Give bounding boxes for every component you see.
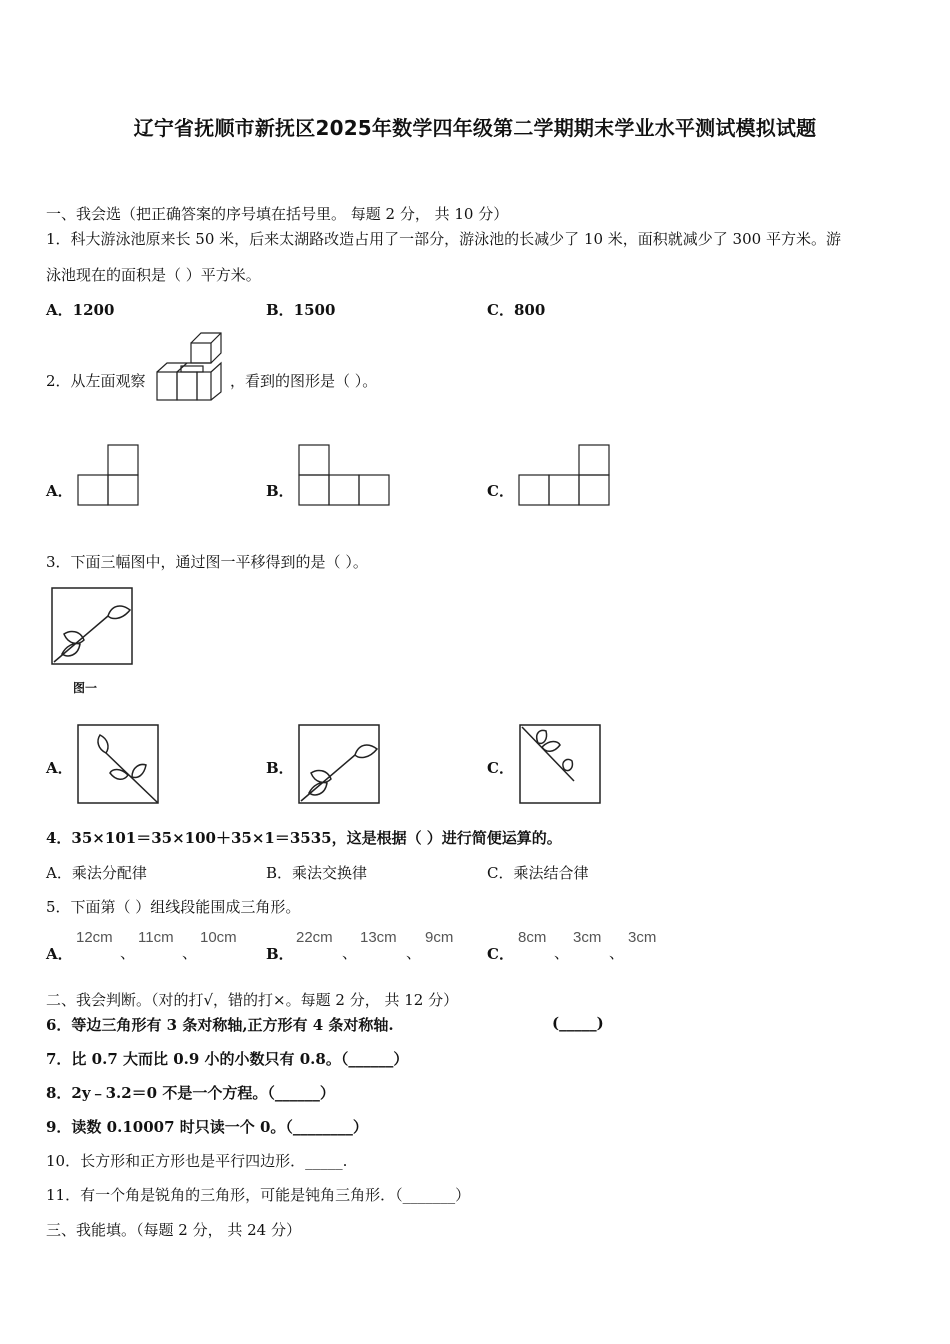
q4-option-b: B．乘法交换律	[266, 864, 368, 882]
q5-option-a-label: A．	[46, 945, 73, 963]
section3-heading: 三、我能填。（每题 2 分， 共 24 分）	[46, 1221, 301, 1239]
section2-heading: 二、我会判断。（对的打√，错的打×。每题 2 分， 共 12 分）	[46, 991, 459, 1009]
q5-option-c-label: C．	[487, 945, 514, 963]
q3-option-b-figure	[297, 723, 381, 805]
q3-option-c: C．	[487, 759, 514, 777]
q2-option-c: C．	[487, 482, 514, 500]
q4-option-c: C．乘法结合律	[487, 864, 589, 882]
q5-c-length-1: 8cm	[518, 929, 547, 946]
q1-stem-line2: 泳池现在的面积是（ ）平方米。	[46, 266, 261, 284]
q8-statement: 8．2y﹣3.2＝0 不是一个方程。（______）	[46, 1084, 335, 1102]
q2-cube-stack-figure	[155, 330, 230, 405]
q1-stem-line1: 1．科大游泳池原来长 50 米，后来太湖路改造占用了一部分，游泳池的长减少了 10 米，面积就减少了 300 平方米。游	[46, 230, 841, 248]
q2-stem-suffix: ，看到的图形是（ ）。	[230, 372, 378, 390]
q2-option-b: B．	[266, 482, 294, 500]
q1-option-c: C．800	[487, 301, 546, 319]
q5-a-length-3: 10cm	[200, 929, 237, 946]
q5-b-length-3: 9cm	[425, 929, 454, 946]
section1-heading: 一、我会选（把正确答案的序号填在括号里。 每题 2 分， 共 10 分）	[46, 205, 509, 223]
q6-answer-blank[interactable]: (_____)	[552, 1014, 604, 1032]
q3-option-c-figure	[518, 723, 602, 805]
q3-option-a-figure	[76, 723, 160, 805]
q5-c-length-2: 3cm	[573, 929, 602, 946]
q5-c-length-3: 3cm	[628, 929, 657, 946]
q5-stem: 5．下面第（ ）组线段能围成三角形。	[46, 898, 301, 916]
q9-statement: 9．读数 0.10007 时只读一个 0。（________）	[46, 1118, 368, 1136]
q4-option-a: A．乘法分配律	[46, 864, 147, 882]
page-title: 辽宁省抚顺市新抚区2025年数学四年级第二学期期末学业水平测试模拟试题	[133, 116, 817, 140]
q1-option-b: B．1500	[266, 301, 336, 319]
q5-b-sep-2: 、	[406, 944, 422, 962]
q7-statement: 7．比 0.7 大而比 0.9 小的小数只有 0.8。（______）	[46, 1050, 409, 1068]
q3-stem: 3．下面三幅图中，通过图一平移得到的是（ ）。	[46, 553, 368, 571]
q5-c-sep-1: 、	[554, 944, 570, 962]
q5-a-length-2: 11cm	[138, 929, 174, 946]
q5-b-length-2: 13cm	[360, 929, 397, 946]
q3-option-a: A．	[46, 759, 73, 777]
q5-b-length-1: 22cm	[296, 929, 333, 946]
q2-option-c-figure	[518, 444, 610, 506]
q5-a-sep-1: 、	[120, 944, 136, 962]
q3-figure-one	[50, 586, 134, 666]
q5-b-sep-1: 、	[342, 944, 358, 962]
q5-a-length-1: 12cm	[76, 929, 113, 946]
q5-a-sep-2: 、	[182, 944, 198, 962]
q3-option-b: B．	[266, 759, 294, 777]
q5-option-b-label: B．	[266, 945, 294, 963]
q10-statement: 10．长方形和正方形也是平行四边形．_____.	[46, 1152, 348, 1170]
q11-statement: 11．有一个角是锐角的三角形，可能是钝角三角形．（_______）	[46, 1186, 471, 1204]
q2-option-b-figure	[298, 444, 390, 506]
q3-figure-one-label: 图一	[73, 681, 98, 695]
q2-stem-prefix: 2．从左面观察	[46, 372, 146, 390]
q4-stem: 4．35×101＝35×100＋35×1＝3535，这是根据（ ）进行简便运算的。	[46, 829, 562, 847]
q6-statement: 6．等边三角形有 3 条对称轴,正方形有 4 条对称轴.	[46, 1016, 394, 1034]
q1-option-a: A．1200	[46, 301, 115, 319]
q2-option-a: A．	[46, 482, 73, 500]
q5-c-sep-2: 、	[609, 944, 625, 962]
q2-option-a-figure	[78, 444, 140, 506]
